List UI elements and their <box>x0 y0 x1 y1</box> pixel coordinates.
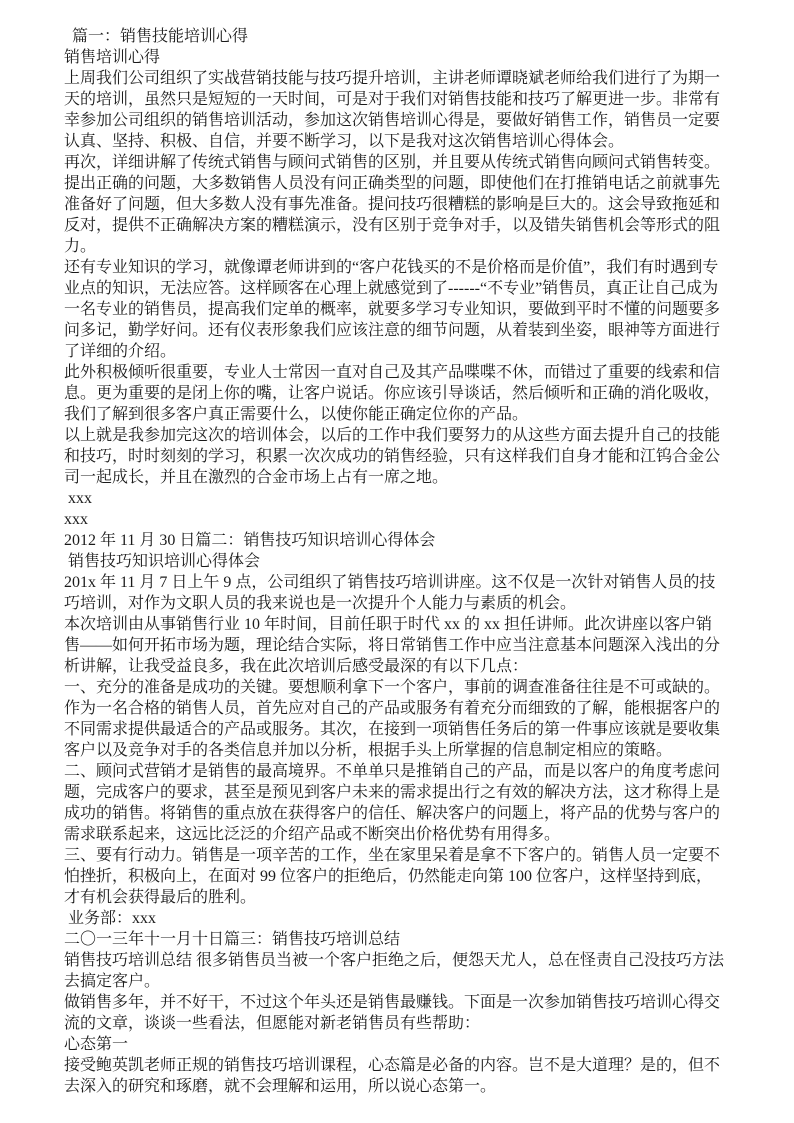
text-line: 幸参加公司组织的销售培训活动，参加这次销售培训心得是，要做好销售工作，销售员一定要 <box>64 112 721 129</box>
text-line: 三、要有行动力。销售是一项辛苦的工作，坐在家里呆着是拿不下客户的。销售人员一定要不 <box>64 847 721 864</box>
text-line: 需求联系起来，这远比泛泛的介绍产品或不断突出价格优势有用得多。 <box>64 826 561 843</box>
text-line: 201x 年 11 月 7 日上午 9 点，公司组织了销售技巧培训讲座。这不仅是一次针对销售人员的技 <box>64 574 716 591</box>
text-line: 售——如何开拓市场为题，理论结合实际，将日常销售工作中应当注意基本问题深入浅出的分 <box>64 637 721 654</box>
text-line: 以上就是我参加完这次的培训体会，以后的工作中我们要努力的从这些方面去提升自己的技能 <box>64 427 721 444</box>
text-line: 篇一：销售技能培训心得 <box>64 28 249 45</box>
text-line: 去搞定客户。 <box>64 973 161 990</box>
text-line: 二、顾问式营销才是销售的最高境界。不单单只是推销自己的产品，而是以客户的角度考虑问 <box>64 763 721 780</box>
text-line: 准备好了问题，但大多数人没有事先准备。提问技巧很糟糕的影响是巨大的。这会导致拖延和 <box>64 196 721 213</box>
text-line: 息。更为重要的是闭上你的嘴，让客户说话。你应该引导谈话，然后倾听和正确的消化吸收， <box>64 385 721 402</box>
text-line: 业点的知识，无法应答。这样顾客在心理上就感觉到了------“不专业”销售员，真正让自己成为 <box>64 280 719 297</box>
text-line: 反对，提供不正确解决方案的糟糕演示，没有区别于竞争对手，以及错失销售机会等形式的阻 <box>64 217 721 234</box>
text-line: 销售培训心得 <box>64 49 161 66</box>
text-line: 提出正确的问题，大多数销售人员没有问正确类型的问题，即使他们在打推销电话之前就事先 <box>64 175 721 192</box>
text-line: 司一起成长，并且在激烈的合金市场上占有一席之地。 <box>64 469 449 486</box>
text-line: 业务部：xxx <box>64 910 157 927</box>
text-line: 做销售多年，并不好干，不过这个年头还是销售最赚钱。下面是一次参加销售技巧培训心得交 <box>64 994 721 1011</box>
text-line: 力。 <box>64 238 97 255</box>
text-line: 上周我们公司组织了实战营销技能与技巧提升培训，主讲老师谭晓斌老师给我们进行了为期一 <box>64 70 721 87</box>
text-line: 认真、坚持、积极、自信，并要不断学习，以下是我对这次销售培训心得体会。 <box>64 133 625 150</box>
text-line: 销售技巧培训总结 很多销售员当被一个客户拒绝之后，便怨天尤人，总在怪责自己没技巧方法 <box>64 952 725 969</box>
text-line: 一名专业的销售员，提高我们定单的概率，就要多学习专业知识，要做到平时不懂的问题要多 <box>64 301 721 318</box>
text-line: 题，完成客户的要求，甚至是预见到客户未来的需求提出行之有效的解决方法，这才称得上是 <box>64 784 721 801</box>
text-line: 二〇一三年十一月十日篇三：销售技巧培训总结 <box>64 931 401 948</box>
text-line: 作为一名合格的销售人员，首先应对自己的产品或服务有着充分而细致的了解，能根据客户的 <box>64 700 721 717</box>
text-line: 再次，详细讲解了传统式销售与顾问式销售的区别，并且要从传统式销售向顾问式销售转变。 <box>64 154 721 171</box>
text-line: 销售技巧知识培训心得体会 <box>64 553 261 570</box>
text-line: 不同需求提供最适合的产品或服务。其次，在接到一项销售任务后的第一件事应该就是要收集 <box>64 721 721 738</box>
text-line: 和技巧，时时刻刻的学习，积累一次次成功的销售经验，只有这样我们自身才能和江钨合金公 <box>64 448 721 465</box>
text-line: 一、充分的准备是成功的关键。要想顺利拿下一个客户，事前的调查准备往往是不可或缺的。 <box>64 679 721 696</box>
text-line: 巧培训，对作为文职人员的我来说也是一次提升个人能力与素质的机会。 <box>64 595 577 612</box>
text-line: xxx <box>64 490 92 507</box>
text-line: 了详细的介绍。 <box>64 343 177 360</box>
text-line: 问多记，勤学好问。还有仪表形象我们应该注意的细节问题，从着装到坐姿，眼神等方面进行 <box>64 322 721 339</box>
text-line: 析讲解，让我受益良多，我在此次培训后感受最深的有以下几点： <box>64 658 529 675</box>
text-line: 客户以及竞争对手的各类信息并加以分析，根据手头上所掌握的信息制定相应的策略。 <box>64 742 673 759</box>
text-line: xxx <box>64 511 88 528</box>
document-body <box>64 26 734 1097</box>
text-line: 我们了解到很多客户真正需要什么，以使你能正确定位你的产品。 <box>64 406 529 423</box>
text-line: 成功的销售。将销售的重点放在获得客户的信任、解决客户的问题上，将产品的优势与客户的 <box>64 805 721 822</box>
text-line: 心态第一 <box>64 1036 129 1053</box>
text-line: 流的文章，谈谈一些看法，但愿能对新老销售员有些帮助： <box>64 1015 481 1032</box>
text-line: 本次培训由从事销售行业 10 年时间，目前任职于时代 xx 的 xx 担任讲师。此次讲座以客户销 <box>64 616 713 633</box>
text-line: 才有机会获得最后的胜利。 <box>64 889 257 906</box>
text-line: 还有专业知识的学习，就像谭老师讲到的“客户花钱买的不是价格而是价值”，我们有时遇到专 <box>64 259 719 276</box>
text-line: 怕挫折，积极向上，在面对 99 位客户的拒绝后，仍然能走向第 100 位客户，这样坚持到底， <box>64 868 713 885</box>
text-line: 去深入的研究和琢磨，就不会理解和运用，所以说心态第一。 <box>64 1078 497 1095</box>
text-line: 2012 年 11 月 30 日篇二：销售技巧知识培训心得体会 <box>64 532 436 549</box>
text-line: 天的培训，虽然只是短短的一天时间，可是对于我们对销售技能和技巧了解更进一步。非常有 <box>64 91 721 108</box>
text-line: 接受鲍英凯老师正规的销售技巧培训课程，心态篇是必备的内容。岂不是大道理？是的，但不 <box>64 1057 721 1074</box>
text-line: 此外积极倾听很重要，专业人士常因一直对自己及其产品喋喋不休，而错过了重要的线索和信 <box>64 364 721 381</box>
